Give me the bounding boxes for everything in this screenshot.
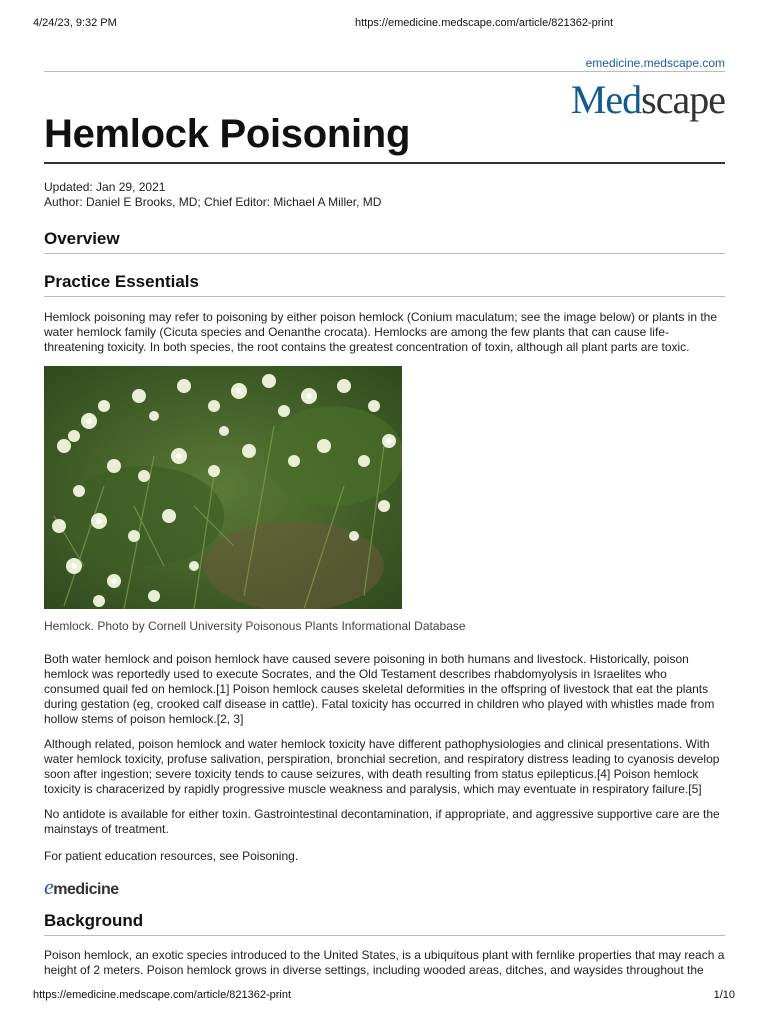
divider (44, 296, 725, 297)
paragraph-intro: Hemlock poisoning may refer to poisoning by either poison hemlock (Conium maculatum; see the image below) or plants in the water hemlock family (Cicuta species and Oenanthe crocata). Hemlocks are among the few plants that can cause life-threatening toxicity. In both species, the root contains the greatest concentration of toxin, although all plant parts are toxic. (44, 310, 718, 354)
print-date: 4/24/23, 9:32 PM (33, 17, 117, 29)
page-title: Hemlock Poisoning (44, 112, 411, 156)
hemlock-photo (44, 366, 402, 609)
logo-part-med: Med (570, 77, 642, 122)
divider (44, 253, 725, 254)
medscape-logo (571, 77, 725, 123)
paragraph-treatment: No antidote is available for either toxin. Gastrointestinal decontamination, if appropriate, and aggressive supportive care are the mainstays of treatment. (44, 807, 720, 836)
author-line: Author: Daniel E Brooks, MD; Chief Editor: Michael A Miller, MD (44, 195, 382, 209)
emedicine-logo-e: e (44, 874, 54, 899)
site-link[interactable]: emedicine.medscape.com (585, 56, 725, 70)
print-url: https://emedicine.medscape.com/article/821362-print (355, 17, 614, 29)
section-title: Overview (44, 229, 120, 248)
updated-date: Updated: Jan 29, 2021 (44, 180, 166, 194)
paragraph-history: Both water hemlock and poison hemlock have caused severe poisoning in both humans and livestock. Historically, poison hemlock was reportedly used to execute Socrates, and the Old Testament describes rhabdomyolysis in Israelites who consumed quail fed on hemlock.[1] Poison hemlock causes skeletal deformities in the offspring of livestock that eat the plants during gestation (eg, crooked calf disease in cattle). Fatal toxicity has occurred in children who played with whistles made from hollow stems of poison hemlock.[2, 3] (44, 652, 715, 726)
hemlock-photo-illustration (44, 366, 402, 609)
print-header (33, 17, 735, 31)
title-divider (44, 162, 725, 164)
section-heading-background (44, 910, 725, 932)
logo-part-scape: scape (641, 77, 725, 122)
section-title: Background (44, 911, 144, 930)
footer-url: https://emedicine.medscape.com/article/821362-print (33, 989, 292, 1001)
photo-caption: Hemlock. Photo by Cornell University Poisonous Plants Informational Database (44, 619, 466, 633)
section-heading-practice-essentials (44, 271, 725, 293)
emedicine-logo-text: medicine (53, 881, 119, 898)
paragraph-pathophysiology: Although related, poison hemlock and water hemlock toxicity have different pathophysiologies and clinical presentations. With water hemlock toxicity, profuse salivation, perspiration, bronchial secretion, and respiratory distress leading to cyanosis develop soon after ingestion; severe toxicity tends to cause seizures, with death resulting from status epilepticus.[4] Poison hemlock toxicity is characerized by rapidly progressive muscle weakness and paralysis, which may eventuate in respiratory failure.[5] (44, 737, 720, 796)
paragraph-background: Poison hemlock, an exotic species introduced to the United States, is a ubiquitous plant with fernlike properties that may reach a height of 2 meters. Poison hemlock grows in diverse settings, including wooded areas, ditches, and waysides throughout the (44, 948, 725, 977)
divider (44, 71, 725, 72)
page-number: 1/10 (713, 989, 735, 1001)
section-title: Practice Essentials (44, 272, 199, 291)
section-heading-overview (44, 228, 725, 250)
emedicine-logo (44, 874, 119, 900)
article-meta (44, 180, 381, 210)
print-footer (33, 989, 735, 1003)
paragraph-patient-education: For patient education resources, see Poisoning. (44, 849, 299, 863)
divider (44, 935, 725, 936)
